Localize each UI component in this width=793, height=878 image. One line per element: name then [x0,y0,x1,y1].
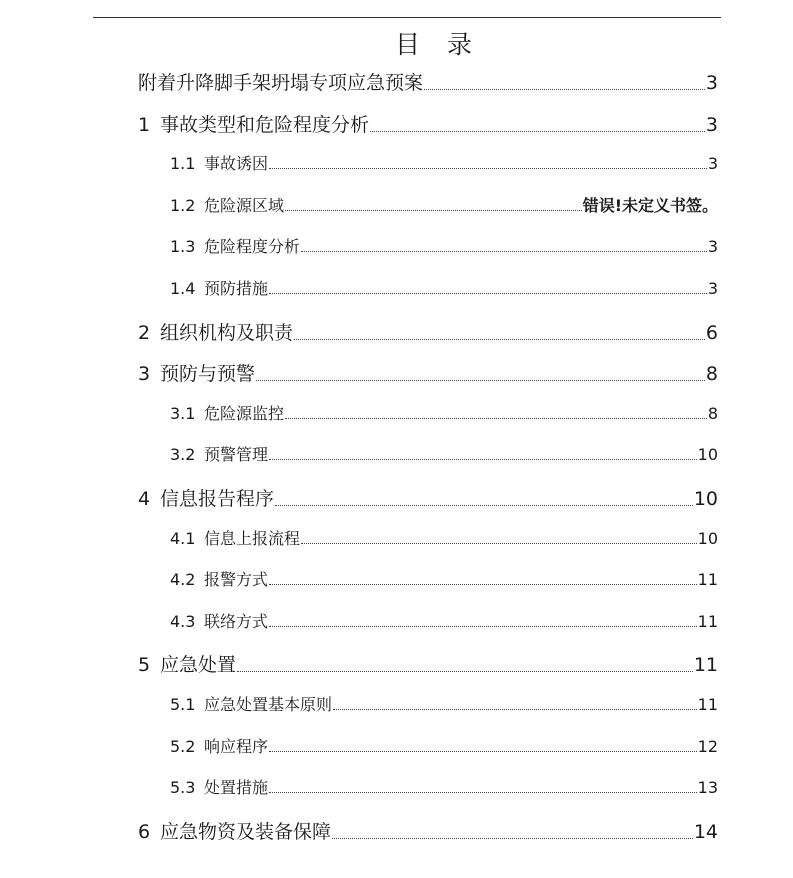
toc-entry-label: 事故诱因 [204,154,269,174]
toc-entry-label: 预防与预警 [160,363,256,386]
toc-entry-page: 14 [693,820,718,843]
toc-entry[interactable] [138,359,718,386]
toc-entry-page: 10 [697,528,718,548]
toc-entry-page: 8 [707,403,718,423]
dot-leader [370,130,705,132]
toc-entry-label: 危险源监控 [204,403,285,423]
dot-leader [269,625,697,627]
toc-entry-page: 13 [697,778,718,798]
toc-entry-page: 10 [697,445,718,465]
dot-leader [285,209,582,211]
toc-entry[interactable] [170,567,718,590]
toc-entry-page: 3 [707,154,718,174]
toc-entry-page: 6 [705,321,718,344]
toc-entry-label: 信息报告程序 [160,488,275,510]
toc-entry-number: 1.3 [170,237,196,257]
toc-entry-label: 应急物资及装备保障 [160,820,332,843]
toc-entry-label: 应急处置 [160,654,237,677]
toc-entry-page: 8 [705,363,718,386]
toc-entry-label: 危险程度分析 [204,237,301,257]
toc-entry[interactable] [138,110,718,137]
toc-entry[interactable] [170,401,718,424]
toc-entry-page: 11 [697,611,718,631]
toc-entry[interactable] [170,234,718,257]
dot-leader [301,250,707,252]
toc-entry-page: 11 [697,570,718,590]
toc-entry-number: 3 [138,363,151,386]
toc-entry-number: 4.3 [170,611,196,631]
dot-leader [256,379,705,381]
toc-entry-number: 4 [138,488,151,510]
toc-entry-page: 错误!未定义书签。 [582,195,718,215]
toc-entry[interactable] [170,734,718,757]
toc-entry-label: 预防措施 [204,279,269,298]
dot-leader [424,88,705,90]
toc-entry-label: 组织机构及职责 [160,321,294,344]
dot-leader [269,458,697,460]
dot-leader [237,670,693,672]
dot-leader [269,750,697,752]
toc-entry-page: 12 [697,736,718,756]
dot-leader [285,417,707,419]
toc-entry[interactable] [138,484,718,511]
toc-entry-page: 3 [705,72,718,94]
toc-entry[interactable] [170,151,718,174]
toc-entry[interactable] [170,193,718,216]
dot-leader [333,708,697,710]
toc-entry[interactable] [138,817,718,844]
toc-entry-label: 附着升降脚手架坍塌专项应急预案 [138,72,424,94]
toc-entry-label: 报警方式 [204,570,269,590]
toc-entry[interactable] [170,692,718,715]
dot-leader [301,542,697,544]
toc-entry-page: 3 [707,279,718,298]
toc-entry-number: 3.1 [170,403,196,423]
dot-leader [269,292,707,294]
toc-entry-number: 1.2 [170,195,196,215]
toc-entry-number: 1.4 [170,279,196,298]
toc-entry-number: 2 [138,321,151,344]
dot-leader [269,167,707,169]
toc-entry-label: 联络方式 [204,611,269,631]
toc-entry-label: 预警管理 [204,445,269,465]
toc-entry-label: 响应程序 [204,736,269,756]
toc-title: 目 录 [394,30,473,59]
toc-entry-number: 4.2 [170,570,196,590]
toc-entry-page: 3 [707,237,718,257]
toc-entry-page: 10 [693,488,718,510]
toc-entry[interactable] [138,68,718,95]
dot-leader [332,837,693,839]
toc-entry[interactable] [170,775,718,798]
dot-leader [275,504,693,506]
toc-entry-number: 6 [138,820,151,843]
toc-entry-page: 3 [705,113,718,136]
toc-entry[interactable] [170,609,718,632]
toc-entry-page: 11 [693,654,718,677]
toc-entry[interactable] [138,318,718,345]
toc-entry-number: 5.1 [170,695,196,714]
toc-entry-label: 危险源区域 [204,195,285,215]
toc-entry-number: 1 [138,113,151,136]
toc-entry-number: 1.1 [170,154,196,174]
toc-entry-number: 3.2 [170,445,196,465]
toc-entry-number: 5.3 [170,778,196,798]
dot-leader [269,791,697,793]
toc-entry-label: 处置措施 [204,778,269,798]
toc-entry[interactable] [170,276,718,299]
dot-leader [269,583,697,585]
toc-entry[interactable] [170,442,718,465]
toc-entry-label: 信息上报流程 [204,528,301,548]
toc-entry-number: 4.1 [170,528,196,548]
toc-entry-label: 应急处置基本原则 [204,695,333,714]
toc-entry[interactable] [170,526,718,549]
dot-leader [294,338,705,340]
toc-entry-page: 11 [697,695,718,714]
toc-entry-number: 5 [138,654,151,677]
toc-entry[interactable] [138,650,718,677]
toc-entry-number: 5.2 [170,736,196,756]
toc-entry-label: 事故类型和危险程度分析 [160,113,370,136]
